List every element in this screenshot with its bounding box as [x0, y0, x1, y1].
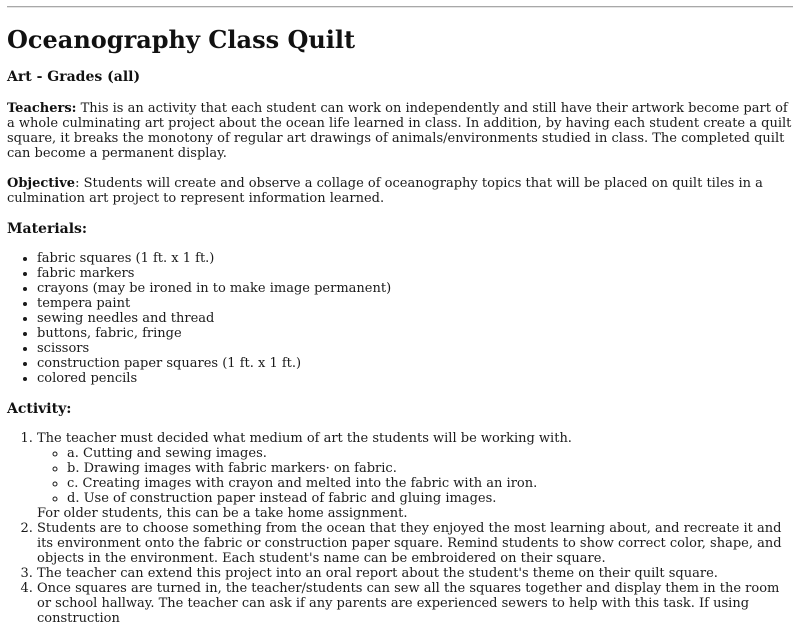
list-item: • sewing needles and thread: [37, 311, 793, 326]
list-item: • construction paper squares (1 ft. x 1 ft.): [37, 356, 793, 371]
page-subtitle: Art - Grades (all): [7, 69, 141, 85]
list-item: • fabric squares (1 ft. x 1 ft.): [37, 251, 793, 266]
list-item: • colored pencils: [37, 371, 793, 386]
top-horizontal-rule: [7, 6, 793, 8]
list-item: • crayons (may be ironed in to make image permanent): [37, 281, 793, 296]
medium-options-list: [37, 446, 793, 506]
list-item: ◦ c. Creating images with crayon and melted into the fabric with an iron.: [67, 476, 793, 491]
objective-text: : Students will create and observe a collage of oceanography topics that will be placed on quilt tiles in a culmination art project to represent information learned.: [7, 176, 763, 206]
list-item: ◦ d. Use of construction paper instead of fabric and gluing images.: [67, 491, 793, 506]
activity-heading: Activity:: [7, 401, 72, 417]
materials-list: [7, 251, 793, 386]
list-item: • tempera paint: [37, 296, 793, 311]
list-item: ◦ a. Cutting and sewing images.: [67, 446, 793, 461]
teachers-text: This is an activity that each student can work on independently and still have their artwork become part of a whole culminating art project about the ocean life learned in class. In addition, by having each student create a quilt square, it breaks the monotony of regular art drawings of animals/environments studied in class. The completed quilt can become a permanent display.: [7, 101, 792, 161]
materials-heading: Materials:: [7, 221, 88, 237]
teachers-paragraph: [7, 101, 793, 161]
activity-step: [37, 431, 793, 521]
activity-step: 4. Once squares are turned in, the teacher/students can sew all the squares together and display them in the room or school hallway. The teacher can ask if any parents are experienced sewers to help with this task. If using construction: [37, 581, 793, 626]
teachers-label: Teachers:: [7, 101, 77, 116]
list-item: • scissors: [37, 341, 793, 356]
list-item: • fabric markers: [37, 266, 793, 281]
page-title: Oceanography Class Quilt: [7, 25, 356, 54]
list-item: ◦ b. Drawing images with fabric markers· on fabric.: [67, 461, 793, 476]
activity-step: 2. Students are to choose something from the ocean that they enjoyed the most learning about, and recreate it and its environment onto the fabric or construction paper square. Remind students to show correct color, shape, and objects in the environment. Each student's name can be embroidered on their square.: [37, 521, 793, 566]
objective-label: Objective: [7, 176, 76, 191]
objective-paragraph: [7, 176, 793, 206]
activity-steps-list: [7, 431, 793, 626]
list-item: • buttons, fabric, fringe: [37, 326, 793, 341]
activity-step-note: For older students, this can be a take home assignment.: [37, 506, 408, 521]
activity-step: 3. The teacher can extend this project into an oral report about the student's theme on their quilt square.: [37, 566, 793, 581]
activity-step-text: The teacher must decided what medium of art the students will be working with.: [37, 431, 572, 446]
document-page: [0, 6, 800, 626]
